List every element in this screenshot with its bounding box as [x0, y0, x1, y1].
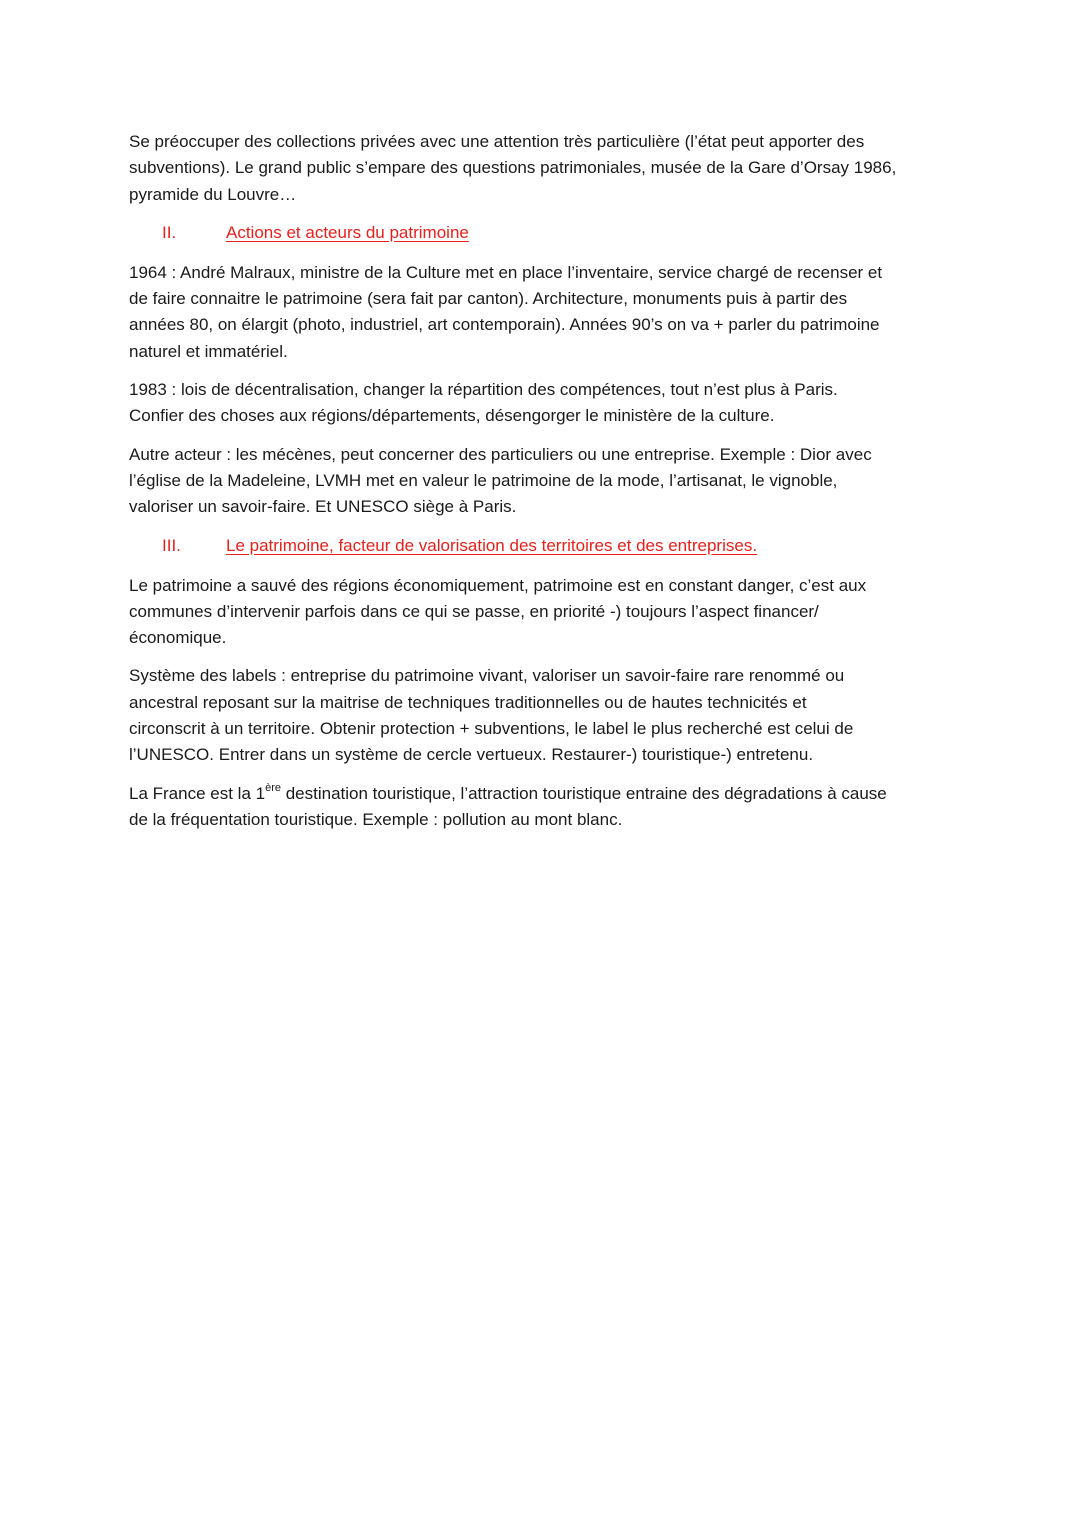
text-line: de la fréquentation touristique. Exemple : pollution au mont blanc.: [129, 809, 623, 829]
text-line: circonscrit à un territoire. Obtenir protection + subventions, le label le plus recherché est celui de: [129, 719, 854, 739]
text-line: Se préoccuper des collections privées avec une attention très particulière (l’état peut apporter des: [129, 132, 865, 151]
paragraph-regions: [129, 573, 959, 652]
text-fragment: destination touristique, l’attraction touristique entraine des dégradations à cause: [280, 783, 887, 803]
paragraph-labels: [129, 663, 959, 768]
text-line: Autre acteur : les mécènes, peut concerner des particuliers ou une entreprise. Exemple : Dior avec: [129, 444, 872, 464]
section-number: III.: [162, 535, 181, 555]
text-line: 1964 : André Malraux, ministre de la Culture met en place l’inventaire, service chargé de recenser et: [129, 262, 883, 282]
text-line: subventions). Le grand public s’empare des questions patrimoniales, musée de la Gare d’Orsay 1986,: [129, 158, 897, 178]
text-line: années 80, on élargit (photo, industriel, art contemporain). Années 90’s on va + parler du patrimoine: [129, 315, 880, 335]
text-line: valoriser un savoir-faire. Et UNESCO siège à Paris.: [129, 497, 517, 517]
section-title: Actions et acteurs du patrimoine: [226, 222, 469, 242]
paragraph-mecenes: [129, 442, 959, 521]
text-line: Le patrimoine a sauvé des régions économiquement, patrimoine est en constant danger, c’est aux: [129, 575, 867, 595]
text-line: [129, 781, 959, 807]
text-line: naturel et immatériel.: [129, 341, 288, 361]
paragraph-decentralisation: [129, 377, 959, 430]
text-line: Confier des choses aux régions/départements, désengorger le ministère de la culture.: [129, 406, 775, 426]
text-line: Système des labels : entreprise du patrimoine vivant, valoriser un savoir-faire rare renommé ou: [129, 666, 845, 686]
text-line: 1983 : lois de décentralisation, changer la répartition des compétences, tout n’est plus à Paris.: [129, 380, 838, 400]
text-line: de faire connaitre le patrimoine (sera fait par canton). Architecture, monuments puis à partir des: [129, 289, 848, 309]
text-line: communes d’intervenir parfois dans ce qui se passe, en priorité -) toujours l’aspect financer/: [129, 601, 819, 621]
section-title: Le patrimoine, facteur de valorisation des territoires et des entreprises.: [226, 535, 758, 555]
section-heading-3: [129, 533, 959, 559]
section-number: II.: [162, 222, 177, 242]
text-line: économique.: [129, 628, 227, 648]
paragraph-tourism: [129, 781, 959, 834]
section-heading-2: [129, 220, 959, 246]
superscript: ère: [265, 781, 281, 794]
text-line: l’église de la Madeleine, LVMH met en valeur le patrimoine de la mode, l’artisanat, le vignoble,: [129, 470, 838, 490]
text-fragment: La France est la 1: [129, 783, 266, 803]
paragraph-private-collections: [129, 129, 959, 208]
text-line: pyramide du Louvre…: [129, 184, 297, 204]
text-line: l’UNESCO. Entrer dans un système de cercle vertueux. Restaurer-) touristique-) entretenu.: [129, 745, 814, 765]
paragraph-malraux: [129, 260, 959, 365]
text-line: ancestral reposant sur la maitrise de techniques traditionnelles ou de hautes technicités et: [129, 692, 807, 712]
document-page: [129, 129, 959, 845]
